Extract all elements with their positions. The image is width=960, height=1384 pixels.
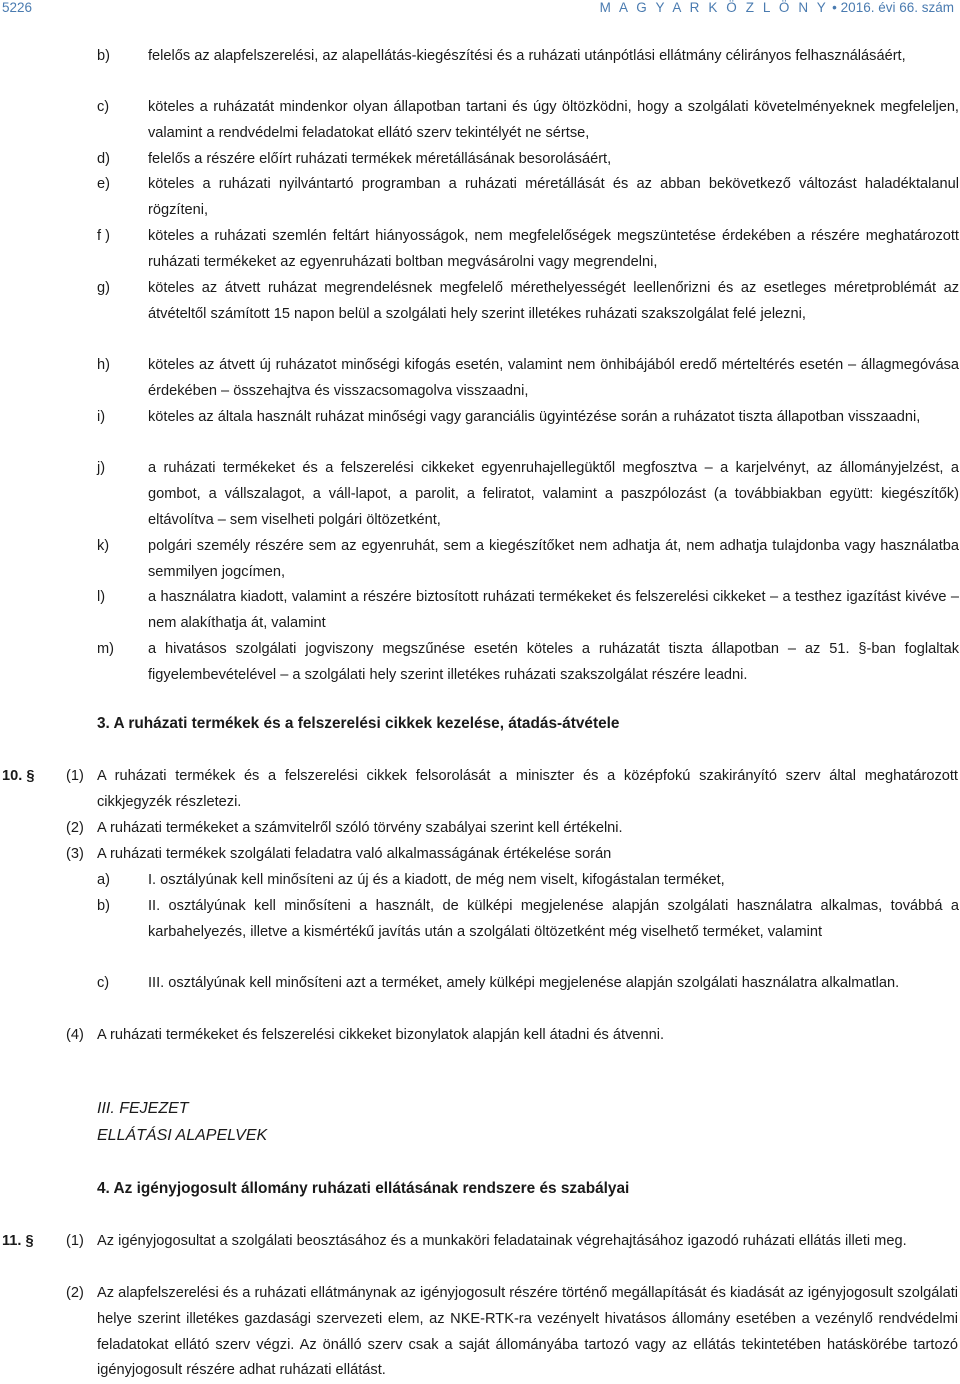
item-label: f ) xyxy=(97,228,110,244)
item-text: köteles az átvett ruházat megrendelésnek megfelelő mérethelyességét leellenőrizni és az esetleges méretproblémát az átvételtől számított 15 napon belül a szolgálati hely szerint illetékes ruházati szakszolgálat felé jelezni, xyxy=(148,280,959,322)
section-number-10: 10. § xyxy=(2,768,35,784)
item-label: c) xyxy=(97,99,110,115)
section-number-11: 11. § xyxy=(2,1233,34,1249)
section-heading-4: 4. Az igényjogosult állomány ruházati ellátásának rendszere és szabályai xyxy=(97,1180,630,1197)
paragraph-label: (3) xyxy=(66,846,84,862)
sub-item-label: c) xyxy=(97,975,110,991)
paragraph-text: A ruházati termékeket a számvitelről szóló törvény szabályai szerint kell értékelni. xyxy=(97,820,623,836)
item-text: köteles az általa használt ruházat minőségi vagy garanciális ügyintézése során a ruházatot tiszta állapotban visszaadni, xyxy=(148,409,921,425)
item-text: a hivatásos szolgálati jogviszony megszűnése esetén köteles a ruházatát tiszta állapotban – az 51. §-ban foglaltak figyelembevételével – a szolgálati hely szerint illetékes ruházati szakszolgálat részére leadni. xyxy=(148,641,959,683)
paragraph-label: (1) xyxy=(66,768,84,784)
item-text: felelős az alapfelszerelési, az alapellátás-kiegészítési és a ruházati utánpótlási ellátmány célirányos felhasználásáért, xyxy=(148,48,906,64)
item-text: köteles a ruházatát mindenkor olyan állapotban tartani és úgy öltözködni, hogy a szolgálati követelményeknek megfeleljen, valamint a rendvédelmi feladatokat ellátó szerv tekintélyét ne sértse, xyxy=(148,99,959,141)
paragraph-text: Az alapfelszerelési és a ruházati ellátmánynak az igényjogosult részére történő megállapítását és kiadását az igényjogosult szolgálati helye szerint illetékes gazdasági szervezeti elem, az NKE-RTK-ra vezényelt hivatásos állomány esetében a vezénylő rendvédelmi feladatokat ellátó szerv végzi. Az önálló szerv csak a saját állományába tartozó vagy az ellátás tekintetében hatáskörébe tartozó igényjogosult részére adhat ruházati ellátást. xyxy=(97,1285,958,1379)
item-text: polgári személy részére sem az egyenruhát, sem a kiegészítőket nem adhatja át, nem adhatja tulajdonba vagy használatba semmilyen jogcímen, xyxy=(148,538,959,580)
paragraph-text: A ruházati termékek és a felszerelési cikkek felsorolását a miniszter és a középfokú szakirányító szerv által meghatározott cikkjegyzék részletezi. xyxy=(97,768,958,810)
item-label: j) xyxy=(97,460,106,476)
item-text: felelős a részére előírt ruházati termékek méretállásának besorolásáért, xyxy=(148,151,612,167)
page-header xyxy=(0,0,960,20)
item-label: b) xyxy=(97,48,110,64)
item-text: a ruházati termékeket és a felszerelési cikkeket egyenruhajellegüktől megfosztva – a karjelvényt, az állományjelzést, a gombot, a vállszalagot, a váll-lapot, a parolit, a feliratot, valamint a paszpólozást (a továbbiakban együtt: kiegészítők) eltávolítva – sem viselheti polgári öltözetként, xyxy=(148,460,959,528)
item-label: k) xyxy=(97,538,110,554)
paragraph-label: (2) xyxy=(66,820,84,836)
issue-label: 2016. évi 66. szám xyxy=(840,0,954,15)
sub-item-text: I. osztályúnak kell minősíteni az új és a kiadott, de még nem viselt, kifogástalan terméket, xyxy=(148,872,725,888)
item-text: köteles a ruházati nyilvántartó programban a ruházati méretállását és az abban bekövetkező változást haladéktalanul rögzíteni, xyxy=(148,176,959,218)
chapter-title: ELLÁTÁSI ALAPELVEK xyxy=(97,1127,268,1144)
section-heading-3: 3. A ruházati termékek és a felszerelési cikkek kezelése, átadás-átvétele xyxy=(97,715,620,732)
paragraph-label: (4) xyxy=(66,1027,84,1043)
item-label: h) xyxy=(97,357,110,373)
paragraph-label: (2) xyxy=(66,1285,84,1301)
header-bullet: • xyxy=(832,0,837,15)
paragraph-text: A ruházati termékeket és felszerelési cikkeket bizonylatok alapján kell átadni és átvenni. xyxy=(97,1027,665,1043)
item-label: d) xyxy=(97,151,110,167)
paragraph-label: (1) xyxy=(66,1233,84,1249)
item-label: m) xyxy=(97,641,115,657)
page-number: 5226 xyxy=(2,0,33,15)
paragraph-text: A ruházati termékek szolgálati feladatra való alkalmasságának értékelése során xyxy=(97,846,612,862)
sub-item-label: b) xyxy=(97,898,110,914)
chapter-number: III. FEJEZET xyxy=(97,1100,189,1117)
paragraph-text: Az igényjogosultat a szolgálati beosztásához és a munkaköri feladatainak végrehajtásához igazodó ruházati ellátás illeti meg. xyxy=(97,1233,907,1249)
item-text: köteles a ruházati szemlén feltárt hiányosságok, nem megfelelőségek megszüntetése érdekében a részére meghatározott ruházati termékeket az egyenruházati boltban megvásárolni vagy megrendelni, xyxy=(148,228,959,270)
publication-name: M A G Y A R K Ö Z L Ö N Y xyxy=(599,0,829,15)
item-label: e) xyxy=(97,176,110,192)
item-label: l) xyxy=(97,589,106,605)
item-text: a használatra kiadott, valamint a részére biztosított ruházati termékeket és felszerelési cikkeket – a testhez igazítást kivéve – nem alakíthatja át, valamint xyxy=(148,589,959,631)
sub-item-text: III. osztályúnak kell minősíteni azt a terméket, amely külképi megjelenése alapján szolgálati használatra alkalmatlan. xyxy=(148,975,900,991)
item-text: köteles az átvett új ruházatot minőségi kifogás esetén, valamint nem önhibájából eredő mérteltérés esetén – állagmegóvása érdekében – összehajtva és visszacsomagolva visszaadni, xyxy=(148,357,959,399)
item-label: g) xyxy=(97,280,110,296)
sub-item-text: II. osztályúnak kell minősíteni a használt, de külképi megjelenése alapján szolgálati használatra alkalmas, továbbá a karbahelyezés, illetve a kismértékű javítás után a szolgálati öltözetként még viselhető terméket, valamint xyxy=(148,898,959,940)
item-label: i) xyxy=(97,409,106,425)
sub-item-label: a) xyxy=(97,872,110,888)
publication-title xyxy=(600,0,954,15)
